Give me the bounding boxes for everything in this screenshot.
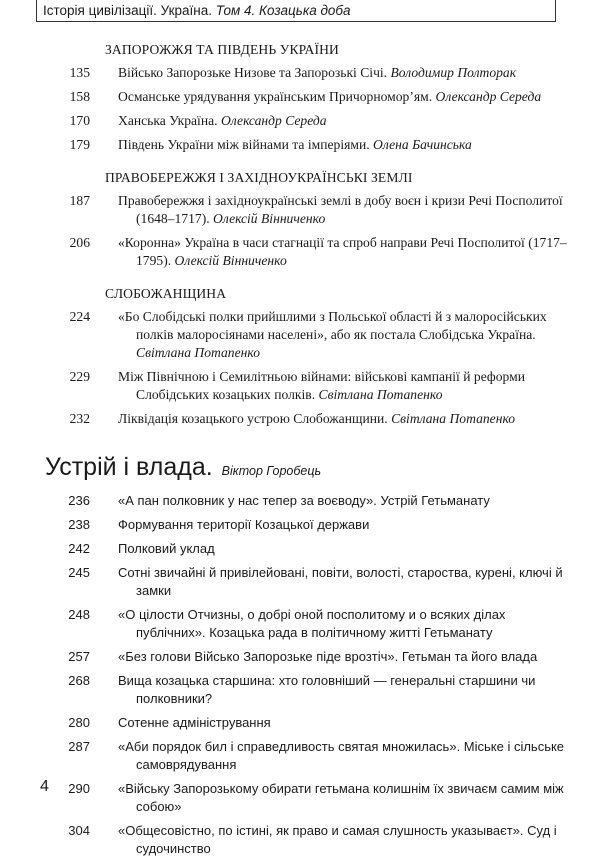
entry-page-number: 242 [68, 541, 90, 556]
entry-page-number: 248 [68, 607, 90, 622]
toc-entry[interactable] [0, 780, 593, 816]
entry-page-number: 304 [68, 823, 90, 838]
entry-title: «Коронна» Україна в часи стагнації та спроб направи Речі Посполитої (1717–1795). [118, 235, 567, 268]
entry-text [118, 780, 576, 816]
entry-text [118, 410, 576, 428]
book-title: Історія цивілізації. Україна. [43, 3, 212, 18]
entry-text [118, 648, 576, 666]
toc-entry[interactable] [0, 738, 593, 774]
entry-author: Володимир Полторак [390, 65, 517, 80]
running-header [36, 0, 556, 22]
toc-entry[interactable] [0, 112, 593, 130]
section-heading: СЛОБОЖАНЩИНА [105, 286, 227, 301]
toc-entry[interactable] [0, 136, 593, 154]
entry-text [118, 308, 576, 362]
toc-entry[interactable] [0, 368, 593, 404]
toc-section [0, 40, 593, 154]
toc-entry[interactable] [0, 192, 593, 228]
chapter-author: Віктор Горобець [221, 464, 322, 478]
entry-title: «Общесовістно, по істині, як право и самая слушность указываєт». Суд і судочинство [118, 823, 557, 856]
entry-list [0, 192, 593, 270]
entry-page-number: 179 [69, 137, 90, 152]
chapter-heading [45, 452, 593, 486]
entry-author: Олександр Середа [435, 89, 542, 104]
entry-title: Сотні звичайні й привілейовані, повіти, волості, староства, курені, ключі й замки [118, 565, 563, 598]
entry-page-number: 245 [68, 565, 90, 580]
entry-author: Олексій Вінниченко [213, 211, 326, 226]
entry-title: Вища козацька старшина: хто головніший — генеральні старшини чи полковники? [118, 673, 536, 706]
entry-title: «Без голови Військо Запорозьке піде врозтіч». Гетьман та його влада [118, 649, 538, 664]
toc-section [0, 168, 593, 270]
entry-title: Сотенне адміністрування [118, 715, 271, 730]
entry-author: Олена Бачинська [373, 137, 472, 152]
toc-entry[interactable] [0, 64, 593, 82]
toc-entry[interactable] [0, 606, 593, 642]
entry-page-number: 238 [68, 517, 90, 532]
toc-entry[interactable] [0, 88, 593, 106]
entry-author: Світлана Потапенко [318, 387, 443, 402]
entry-text [118, 492, 576, 510]
entry-page-number: 206 [69, 235, 90, 250]
entry-page-number: 287 [68, 739, 90, 754]
entry-page-number: 290 [68, 781, 90, 796]
entry-author: Світлана Потапенко [136, 345, 260, 360]
entry-text [118, 192, 576, 228]
entry-text [118, 540, 576, 558]
entry-title: «Бо Слобідські полки прийшлими з Польської області й з малоросійських полків малоросіянами населені», або як постала Слобідська Україна. [118, 309, 547, 342]
toc-entry[interactable] [0, 308, 593, 362]
entry-title: Південь України між війнами та імперіями. [118, 137, 370, 152]
toc-section [0, 284, 593, 428]
entry-author: Олександр Середа [220, 113, 327, 128]
entry-page-number: 187 [69, 193, 90, 208]
entry-page-number: 268 [68, 673, 90, 688]
entry-text [118, 234, 576, 270]
entry-list [0, 308, 593, 428]
entry-author: Олексій Вінниченко [174, 253, 287, 268]
entry-text [118, 64, 576, 82]
toc-entry[interactable] [0, 822, 593, 858]
entry-text [118, 564, 576, 600]
entry-title: Правобережжя і західноукраїнські землі в добу воєн і кризи Речі Посполитої (1648–1717). [118, 193, 563, 226]
entry-text [118, 88, 576, 106]
entry-text [118, 738, 576, 774]
toc-entry[interactable] [0, 234, 593, 270]
entry-title: Формування території Козацької держави [118, 517, 370, 532]
entry-title: Полковий уклад [118, 541, 215, 556]
entry-title: Ліквідація козацького устрою Слобожанщини. [118, 411, 388, 426]
section-heading: ПРАВОБЕРЕЖЖЯ І ЗАХІДНОУКРАЇНСЬКІ ЗЕМЛІ [105, 170, 413, 185]
entry-page-number: 232 [69, 411, 90, 426]
entry-text [118, 136, 576, 154]
entry-text [118, 672, 576, 708]
entry-page-number: 229 [69, 369, 90, 384]
entry-text [118, 516, 576, 534]
entry-title: «А пан полковник у нас тепер за воєводу». Устрій Гетьманату [118, 493, 490, 508]
entry-page-number: 158 [69, 89, 90, 104]
entry-page-number: 224 [69, 309, 90, 324]
entry-page-number: 135 [69, 65, 90, 80]
entry-text [118, 606, 576, 642]
toc-entry[interactable] [0, 540, 593, 558]
toc-entry[interactable] [0, 648, 593, 666]
entry-page-number: 170 [69, 113, 90, 128]
chapter-entry-list [0, 492, 593, 858]
entry-title: Військо Запорозьке Низове та Запорозькі Січі. [118, 65, 388, 80]
toc-entry[interactable] [0, 492, 593, 510]
entry-title: Ханська Україна. [118, 113, 218, 128]
toc-entry[interactable] [0, 410, 593, 428]
entry-page-number: 257 [68, 649, 90, 664]
toc-entry[interactable] [0, 516, 593, 534]
entry-title: «Аби порядок бил і справедливость святая множилась». Міське і сільське самоврядування [118, 739, 565, 772]
entry-title: «Війську Запорозькому обирати гетьмана колишнім їх звичаєм самим між собою» [118, 781, 564, 814]
entry-title: Османське урядування українським Причорномор’ям. [118, 89, 433, 104]
page-number: 4 [40, 778, 49, 795]
entry-list [0, 64, 593, 154]
entry-author: Світлана Потапенко [391, 411, 516, 426]
entry-page-number: 280 [68, 715, 90, 730]
volume-title: Том 4. Козацька доба [215, 3, 351, 18]
toc-content [0, 40, 593, 864]
entry-title: Між Північною і Семилітньою війнами: військові кампанії й реформи Слобідських козацьких полків. [118, 369, 525, 402]
toc-entry[interactable] [0, 672, 593, 708]
toc-entry[interactable] [0, 564, 593, 600]
entry-text [118, 112, 576, 130]
section-heading: ЗАПОРОЖЖЯ ТА ПІВДЕНЬ УКРАЇНИ [105, 42, 339, 57]
entry-text [118, 714, 576, 732]
entry-text [118, 368, 576, 404]
entry-title: «О цілости Отчизны, о добрі оной посполитому и о всяких ділах публічних». Козацька рада в політичному житті Гетьманату [118, 607, 506, 640]
chapter-title: Устрій і влада. [45, 453, 213, 481]
entry-text [118, 822, 576, 858]
toc-entry[interactable] [0, 714, 593, 732]
entry-page-number: 236 [68, 493, 90, 508]
